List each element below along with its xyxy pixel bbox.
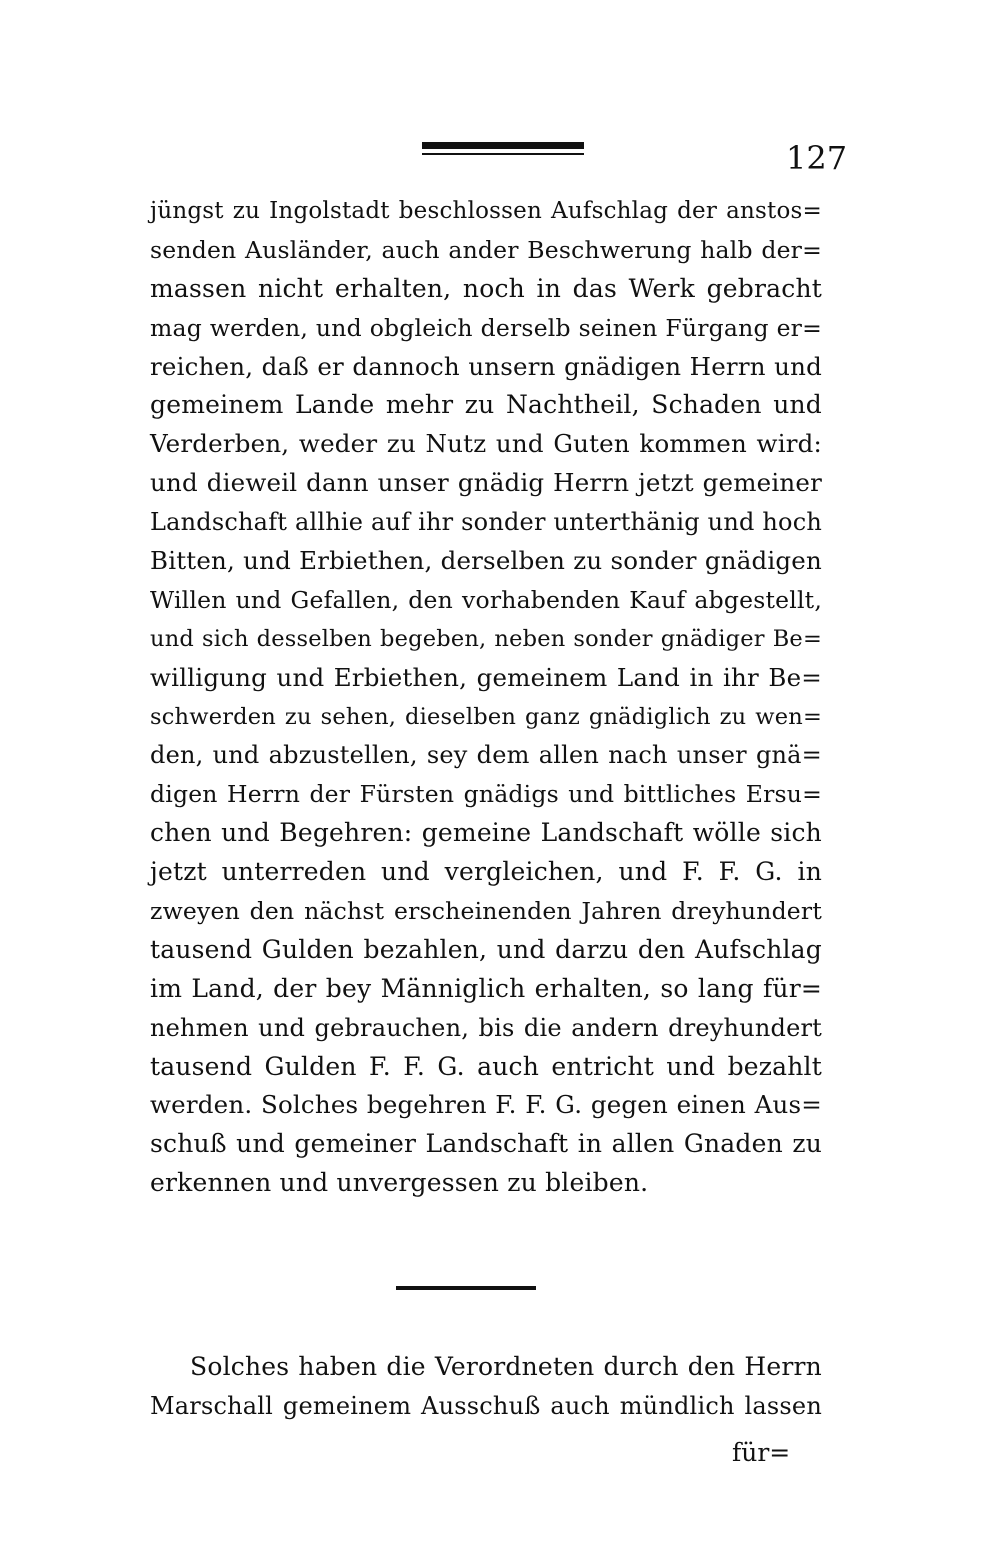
header-double-rule <box>422 142 584 156</box>
text-line: zweyen den nächst erscheinenden Jahren dreyhundert <box>150 897 822 926</box>
text-line: Marschall gemeinem Ausschuß auch mündlich lassen <box>150 1391 822 1420</box>
page-number: 127 <box>786 139 848 177</box>
text-line: erkennen und unvergessen zu bleiben. <box>150 1168 649 1198</box>
text-line: Landschaft allhie auf ihr sonder unterthänig und hoch <box>150 508 822 537</box>
text-line: und sich desselben begeben, neben sonder gnädiger Be= <box>150 625 822 652</box>
second-paragraph <box>150 1348 822 1426</box>
text-line: nehmen und gebrauchen, bis die andern dreyhundert <box>150 1013 822 1042</box>
text-line: mag werden, und obgleich derselb seinen Fürgang er= <box>150 313 822 342</box>
text-line: tausend Gulden bezahlen, und darzu den Aufschlag <box>150 934 822 964</box>
text-line: gemeinem Lande mehr zu Nachtheil, Schaden und <box>150 390 822 420</box>
header-rule-thick <box>422 142 584 149</box>
catchword: für= <box>732 1438 791 1467</box>
text-line: schuß und gemeiner Landschaft in allen Gnaden zu <box>150 1129 822 1159</box>
text-line: tausend Gulden F. F. G. auch entricht und bezahlt <box>150 1051 822 1081</box>
text-line: reichen, daß er dannoch unsern gnädigen Herrn und <box>150 351 822 381</box>
text-line: und dieweil dann unser gnädig Herrn jetzt gemeiner <box>150 468 822 498</box>
text-line: senden Ausländer, auch ander Beschwerung halb der= <box>150 235 822 264</box>
text-line: jetzt unterreden und vergleichen, und F. F. G. in <box>150 857 822 887</box>
text-line: chen und Begehren: gemeine Landschaft wölle sich <box>150 818 822 848</box>
text-line: im Land, der bey Männiglich erhalten, so lang für= <box>150 973 822 1003</box>
section-divider <box>396 1286 536 1290</box>
text-line: digen Herrn der Fürsten gnädigs und bittliches Ersu= <box>150 780 822 809</box>
text-line: den, und abzustellen, sey dem allen nach unser gnä= <box>150 741 822 770</box>
text-line: Solches haben die Verordneten durch den Herrn <box>190 1352 822 1381</box>
text-line: Willen und Gefallen, den vorhabenden Kauf abgestellt, <box>150 585 822 614</box>
text-line: jüngst zu Ingolstadt beschlossen Aufschlag der anstos= <box>150 198 822 224</box>
header-rule-thin <box>422 153 584 155</box>
text-line: Verderben, weder zu Nutz und Guten kommen wird: <box>150 429 822 459</box>
text-line: massen nicht erhalten, noch in das Werk gebracht <box>150 273 822 303</box>
main-paragraph <box>150 192 822 1203</box>
text-line: willigung und Erbiethen, gemeinem Land in ihr Be= <box>150 662 822 692</box>
text-line: werden. Solches begehren F. F. G. gegen einen Aus= <box>150 1090 822 1120</box>
text-line: schwerden zu sehen, dieselben ganz gnädiglich zu wen= <box>150 703 822 730</box>
text-line: Bitten, und Erbiethen, derselben zu sonder gnädigen <box>150 546 822 576</box>
